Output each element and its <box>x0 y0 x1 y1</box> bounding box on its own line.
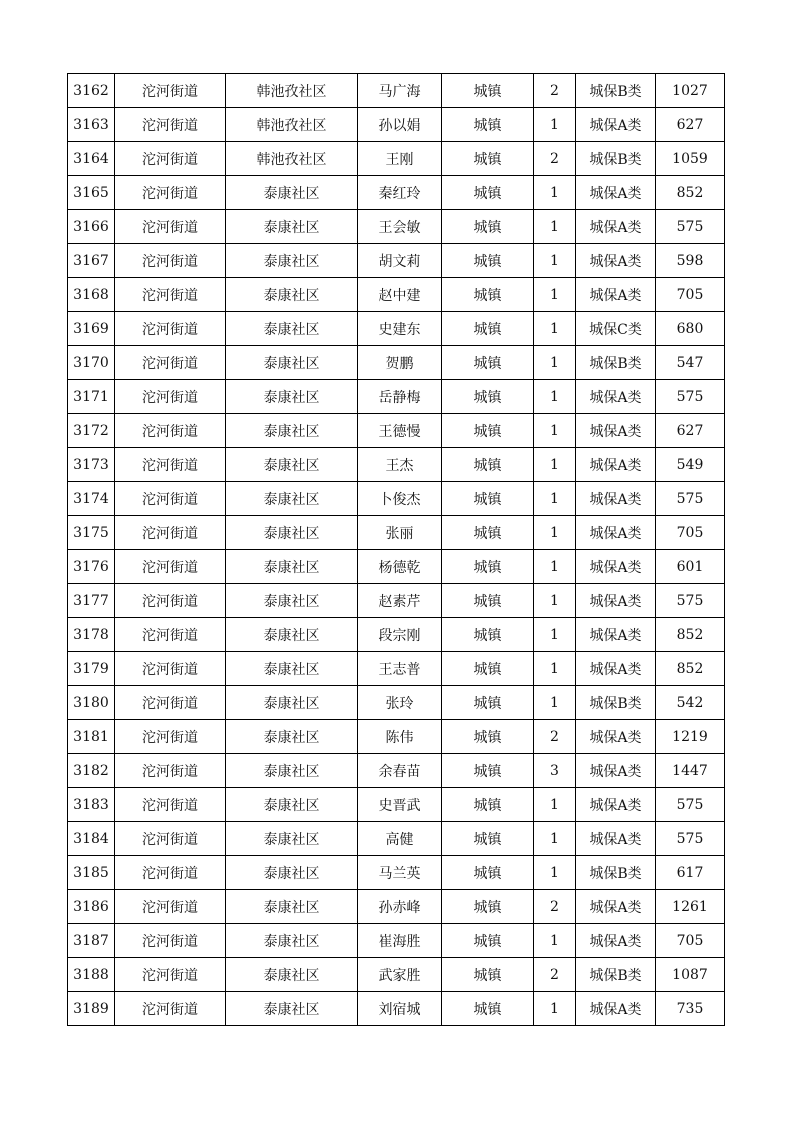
community-cell: 泰康社区 <box>226 414 358 448</box>
name-cell: 王德慢 <box>358 414 442 448</box>
row-number: 3176 <box>68 550 115 584</box>
row-number: 3188 <box>68 958 115 992</box>
community-cell: 泰康社区 <box>226 856 358 890</box>
amount-cell: 852 <box>656 176 725 210</box>
table-row <box>68 686 725 720</box>
table-row <box>68 890 725 924</box>
category-cell: 城保A类 <box>576 482 656 516</box>
category-cell: 城保A类 <box>576 924 656 958</box>
table-row <box>68 788 725 822</box>
category-cell: 城保C类 <box>576 312 656 346</box>
row-number: 3170 <box>68 346 115 380</box>
category-cell: 城保B类 <box>576 74 656 108</box>
community-cell: 韩池孜社区 <box>226 74 358 108</box>
street-cell: 沱河街道 <box>115 754 226 788</box>
area-type-cell: 城镇 <box>442 788 534 822</box>
amount-cell: 1087 <box>656 958 725 992</box>
amount-cell: 627 <box>656 414 725 448</box>
name-cell: 秦红玲 <box>358 176 442 210</box>
household-size-cell: 1 <box>534 992 576 1026</box>
street-cell: 沱河街道 <box>115 312 226 346</box>
street-cell: 沱河街道 <box>115 414 226 448</box>
name-cell: 陈伟 <box>358 720 442 754</box>
household-size-cell: 1 <box>534 618 576 652</box>
name-cell: 王志普 <box>358 652 442 686</box>
area-type-cell: 城镇 <box>442 312 534 346</box>
community-cell: 泰康社区 <box>226 482 358 516</box>
row-number: 3173 <box>68 448 115 482</box>
community-cell: 泰康社区 <box>226 278 358 312</box>
household-size-cell: 1 <box>534 210 576 244</box>
household-size-cell: 1 <box>534 278 576 312</box>
category-cell: 城保A类 <box>576 652 656 686</box>
area-type-cell: 城镇 <box>442 890 534 924</box>
household-size-cell: 1 <box>534 686 576 720</box>
name-cell: 王杰 <box>358 448 442 482</box>
amount-cell: 680 <box>656 312 725 346</box>
name-cell: 余春苗 <box>358 754 442 788</box>
community-cell: 泰康社区 <box>226 652 358 686</box>
household-size-cell: 2 <box>534 74 576 108</box>
category-cell: 城保A类 <box>576 754 656 788</box>
household-size-cell: 1 <box>534 346 576 380</box>
area-type-cell: 城镇 <box>442 380 534 414</box>
category-cell: 城保A类 <box>576 720 656 754</box>
category-cell: 城保A类 <box>576 380 656 414</box>
row-number: 3169 <box>68 312 115 346</box>
community-cell: 泰康社区 <box>226 754 358 788</box>
name-cell: 马广海 <box>358 74 442 108</box>
category-cell: 城保A类 <box>576 448 656 482</box>
street-cell: 沱河街道 <box>115 856 226 890</box>
category-cell: 城保B类 <box>576 686 656 720</box>
household-size-cell: 1 <box>534 176 576 210</box>
household-size-cell: 1 <box>534 550 576 584</box>
table-row <box>68 210 725 244</box>
category-cell: 城保A类 <box>576 584 656 618</box>
table-row <box>68 958 725 992</box>
name-cell: 赵中建 <box>358 278 442 312</box>
name-cell: 史建东 <box>358 312 442 346</box>
household-size-cell: 1 <box>534 516 576 550</box>
amount-cell: 1027 <box>656 74 725 108</box>
table-row <box>68 176 725 210</box>
category-cell: 城保A类 <box>576 550 656 584</box>
row-number: 3183 <box>68 788 115 822</box>
amount-cell: 598 <box>656 244 725 278</box>
name-cell: 王刚 <box>358 142 442 176</box>
area-type-cell: 城镇 <box>442 74 534 108</box>
row-number: 3165 <box>68 176 115 210</box>
community-cell: 泰康社区 <box>226 210 358 244</box>
row-number: 3184 <box>68 822 115 856</box>
row-number: 3181 <box>68 720 115 754</box>
row-number: 3166 <box>68 210 115 244</box>
household-size-cell: 1 <box>534 652 576 686</box>
table-row <box>68 448 725 482</box>
amount-cell: 1219 <box>656 720 725 754</box>
street-cell: 沱河街道 <box>115 550 226 584</box>
street-cell: 沱河街道 <box>115 482 226 516</box>
household-size-cell: 1 <box>534 856 576 890</box>
household-size-cell: 1 <box>534 414 576 448</box>
table-row <box>68 380 725 414</box>
area-type-cell: 城镇 <box>442 584 534 618</box>
name-cell: 赵素芹 <box>358 584 442 618</box>
table-row <box>68 856 725 890</box>
name-cell: 王会敏 <box>358 210 442 244</box>
street-cell: 沱河街道 <box>115 924 226 958</box>
street-cell: 沱河街道 <box>115 142 226 176</box>
name-cell: 马兰英 <box>358 856 442 890</box>
community-cell: 泰康社区 <box>226 958 358 992</box>
category-cell: 城保A类 <box>576 992 656 1026</box>
row-number: 3174 <box>68 482 115 516</box>
community-cell: 泰康社区 <box>226 176 358 210</box>
street-cell: 沱河街道 <box>115 380 226 414</box>
category-cell: 城保B类 <box>576 856 656 890</box>
community-cell: 泰康社区 <box>226 890 358 924</box>
table-row <box>68 142 725 176</box>
amount-cell: 627 <box>656 108 725 142</box>
row-number: 3163 <box>68 108 115 142</box>
household-size-cell: 1 <box>534 312 576 346</box>
assistance-roster-table <box>67 73 725 1026</box>
name-cell: 段宗刚 <box>358 618 442 652</box>
household-size-cell: 1 <box>534 448 576 482</box>
area-type-cell: 城镇 <box>442 822 534 856</box>
area-type-cell: 城镇 <box>442 142 534 176</box>
table-row <box>68 720 725 754</box>
table-row <box>68 822 725 856</box>
amount-cell: 549 <box>656 448 725 482</box>
row-number: 3167 <box>68 244 115 278</box>
table-row <box>68 244 725 278</box>
name-cell: 刘宿城 <box>358 992 442 1026</box>
community-cell: 泰康社区 <box>226 448 358 482</box>
table-row <box>68 618 725 652</box>
community-cell: 韩池孜社区 <box>226 142 358 176</box>
table-row <box>68 414 725 448</box>
table-row <box>68 74 725 108</box>
name-cell: 孙以娟 <box>358 108 442 142</box>
area-type-cell: 城镇 <box>442 176 534 210</box>
name-cell: 高健 <box>358 822 442 856</box>
name-cell: 张丽 <box>358 516 442 550</box>
amount-cell: 1059 <box>656 142 725 176</box>
category-cell: 城保B类 <box>576 346 656 380</box>
area-type-cell: 城镇 <box>442 992 534 1026</box>
area-type-cell: 城镇 <box>442 278 534 312</box>
community-cell: 泰康社区 <box>226 788 358 822</box>
amount-cell: 575 <box>656 788 725 822</box>
name-cell: 贺鹏 <box>358 346 442 380</box>
household-size-cell: 2 <box>534 720 576 754</box>
name-cell: 张玲 <box>358 686 442 720</box>
row-number: 3171 <box>68 380 115 414</box>
category-cell: 城保A类 <box>576 822 656 856</box>
table-row <box>68 550 725 584</box>
household-size-cell: 1 <box>534 788 576 822</box>
row-number: 3175 <box>68 516 115 550</box>
amount-cell: 852 <box>656 618 725 652</box>
household-size-cell: 2 <box>534 142 576 176</box>
name-cell: 崔海胜 <box>358 924 442 958</box>
street-cell: 沱河街道 <box>115 652 226 686</box>
amount-cell: 735 <box>656 992 725 1026</box>
area-type-cell: 城镇 <box>442 652 534 686</box>
table-row <box>68 278 725 312</box>
amount-cell: 575 <box>656 584 725 618</box>
table-row <box>68 754 725 788</box>
category-cell: 城保A类 <box>576 244 656 278</box>
street-cell: 沱河街道 <box>115 992 226 1026</box>
amount-cell: 575 <box>656 822 725 856</box>
street-cell: 沱河街道 <box>115 822 226 856</box>
amount-cell: 542 <box>656 686 725 720</box>
community-cell: 泰康社区 <box>226 720 358 754</box>
area-type-cell: 城镇 <box>442 686 534 720</box>
name-cell: 孙赤峰 <box>358 890 442 924</box>
household-size-cell: 1 <box>534 482 576 516</box>
community-cell: 泰康社区 <box>226 992 358 1026</box>
category-cell: 城保A类 <box>576 108 656 142</box>
community-cell: 泰康社区 <box>226 380 358 414</box>
street-cell: 沱河街道 <box>115 244 226 278</box>
row-number: 3185 <box>68 856 115 890</box>
amount-cell: 1261 <box>656 890 725 924</box>
household-size-cell: 1 <box>534 822 576 856</box>
amount-cell: 852 <box>656 652 725 686</box>
row-number: 3164 <box>68 142 115 176</box>
table-row <box>68 584 725 618</box>
name-cell: 卜俊杰 <box>358 482 442 516</box>
household-size-cell: 2 <box>534 890 576 924</box>
community-cell: 泰康社区 <box>226 618 358 652</box>
row-number: 3187 <box>68 924 115 958</box>
street-cell: 沱河街道 <box>115 516 226 550</box>
table-row <box>68 652 725 686</box>
household-size-cell: 1 <box>534 244 576 278</box>
community-cell: 泰康社区 <box>226 550 358 584</box>
community-cell: 泰康社区 <box>226 924 358 958</box>
area-type-cell: 城镇 <box>442 482 534 516</box>
row-number: 3178 <box>68 618 115 652</box>
community-cell: 泰康社区 <box>226 312 358 346</box>
street-cell: 沱河街道 <box>115 210 226 244</box>
amount-cell: 575 <box>656 482 725 516</box>
household-size-cell: 2 <box>534 958 576 992</box>
category-cell: 城保B类 <box>576 142 656 176</box>
amount-cell: 617 <box>656 856 725 890</box>
category-cell: 城保A类 <box>576 176 656 210</box>
household-size-cell: 1 <box>534 108 576 142</box>
area-type-cell: 城镇 <box>442 720 534 754</box>
row-number: 3189 <box>68 992 115 1026</box>
amount-cell: 575 <box>656 380 725 414</box>
street-cell: 沱河街道 <box>115 74 226 108</box>
row-number: 3177 <box>68 584 115 618</box>
row-number: 3182 <box>68 754 115 788</box>
table-row <box>68 992 725 1026</box>
street-cell: 沱河街道 <box>115 584 226 618</box>
street-cell: 沱河街道 <box>115 448 226 482</box>
household-size-cell: 1 <box>534 380 576 414</box>
table-row <box>68 482 725 516</box>
row-number: 3179 <box>68 652 115 686</box>
community-cell: 泰康社区 <box>226 822 358 856</box>
category-cell: 城保A类 <box>576 516 656 550</box>
table-row <box>68 924 725 958</box>
name-cell: 史晋武 <box>358 788 442 822</box>
street-cell: 沱河街道 <box>115 278 226 312</box>
amount-cell: 575 <box>656 210 725 244</box>
area-type-cell: 城镇 <box>442 924 534 958</box>
name-cell: 胡文莉 <box>358 244 442 278</box>
table-row <box>68 516 725 550</box>
community-cell: 泰康社区 <box>226 584 358 618</box>
street-cell: 沱河街道 <box>115 176 226 210</box>
area-type-cell: 城镇 <box>442 516 534 550</box>
row-number: 3162 <box>68 74 115 108</box>
name-cell: 岳静梅 <box>358 380 442 414</box>
community-cell: 泰康社区 <box>226 516 358 550</box>
table-row <box>68 346 725 380</box>
street-cell: 沱河街道 <box>115 618 226 652</box>
household-size-cell: 3 <box>534 754 576 788</box>
amount-cell: 547 <box>656 346 725 380</box>
amount-cell: 705 <box>656 924 725 958</box>
street-cell: 沱河街道 <box>115 108 226 142</box>
area-type-cell: 城镇 <box>442 210 534 244</box>
area-type-cell: 城镇 <box>442 244 534 278</box>
street-cell: 沱河街道 <box>115 720 226 754</box>
category-cell: 城保A类 <box>576 210 656 244</box>
category-cell: 城保A类 <box>576 890 656 924</box>
category-cell: 城保A类 <box>576 618 656 652</box>
community-cell: 泰康社区 <box>226 686 358 720</box>
area-type-cell: 城镇 <box>442 346 534 380</box>
amount-cell: 705 <box>656 516 725 550</box>
category-cell: 城保A类 <box>576 414 656 448</box>
category-cell: 城保A类 <box>576 788 656 822</box>
street-cell: 沱河街道 <box>115 890 226 924</box>
row-number: 3180 <box>68 686 115 720</box>
category-cell: 城保B类 <box>576 958 656 992</box>
row-number: 3168 <box>68 278 115 312</box>
street-cell: 沱河街道 <box>115 346 226 380</box>
community-cell: 泰康社区 <box>226 346 358 380</box>
area-type-cell: 城镇 <box>442 754 534 788</box>
area-type-cell: 城镇 <box>442 856 534 890</box>
area-type-cell: 城镇 <box>442 550 534 584</box>
area-type-cell: 城镇 <box>442 618 534 652</box>
household-size-cell: 1 <box>534 584 576 618</box>
row-number: 3186 <box>68 890 115 924</box>
street-cell: 沱河街道 <box>115 788 226 822</box>
area-type-cell: 城镇 <box>442 414 534 448</box>
area-type-cell: 城镇 <box>442 958 534 992</box>
table-body <box>68 74 725 1026</box>
area-type-cell: 城镇 <box>442 108 534 142</box>
area-type-cell: 城镇 <box>442 448 534 482</box>
amount-cell: 1447 <box>656 754 725 788</box>
name-cell: 武家胜 <box>358 958 442 992</box>
community-cell: 韩池孜社区 <box>226 108 358 142</box>
table-row <box>68 108 725 142</box>
street-cell: 沱河街道 <box>115 686 226 720</box>
amount-cell: 705 <box>656 278 725 312</box>
community-cell: 泰康社区 <box>226 244 358 278</box>
category-cell: 城保A类 <box>576 278 656 312</box>
row-number: 3172 <box>68 414 115 448</box>
name-cell: 杨德乾 <box>358 550 442 584</box>
street-cell: 沱河街道 <box>115 958 226 992</box>
amount-cell: 601 <box>656 550 725 584</box>
table-row <box>68 312 725 346</box>
household-size-cell: 1 <box>534 924 576 958</box>
